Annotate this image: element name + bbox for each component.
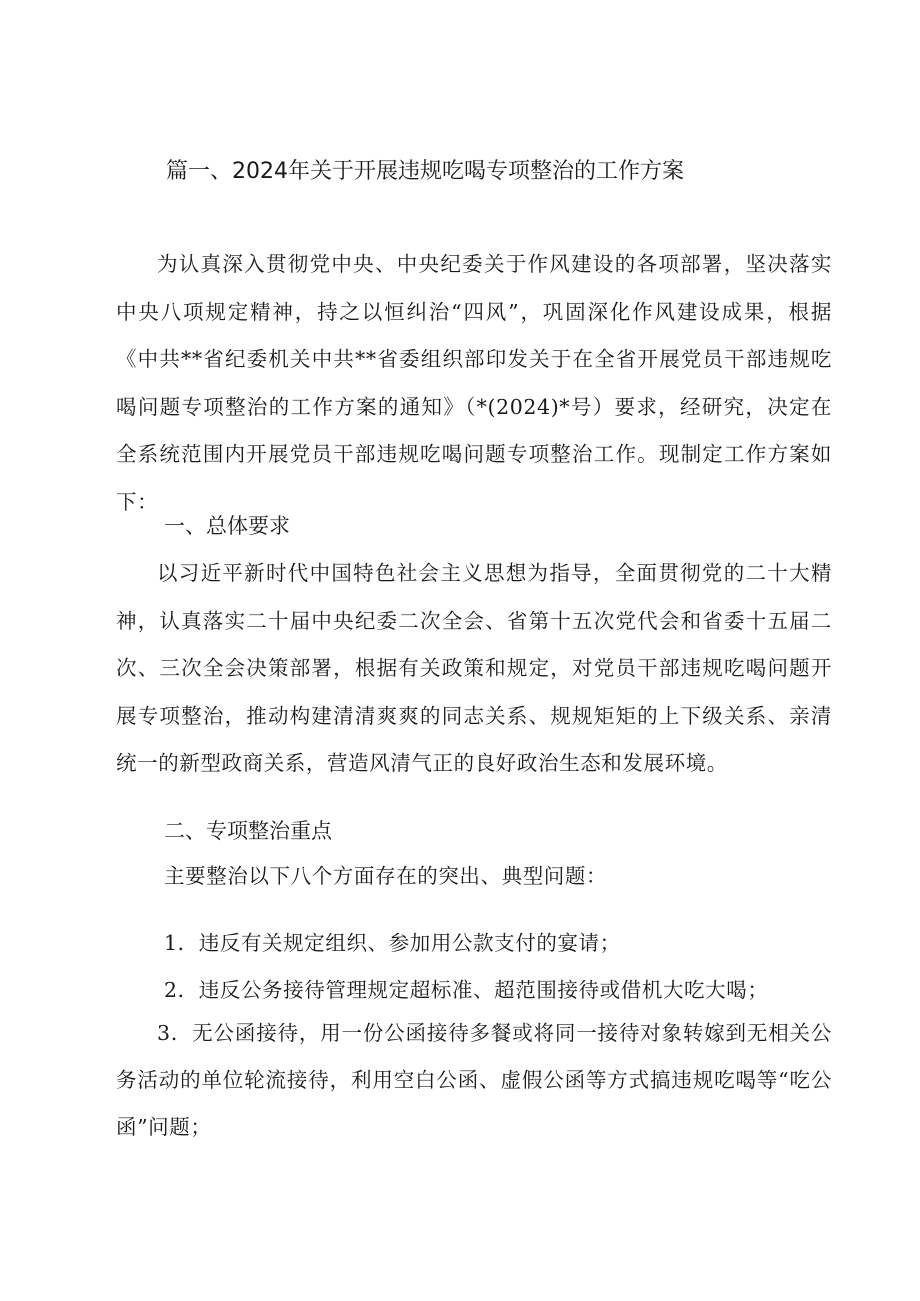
key-focus-lead: 主要整治以下八个方面存在的突出、典型问题： <box>164 864 608 888</box>
list-item: 3．无公函接待，用一份公函接待多餐或将同一接待对象转嫁到无相关公务活动的单位轮流接待，利用空白公函、虚假公函等方式搞违规吃喝等“吃公函”问题； <box>116 1021 832 1139</box>
document-title: 篇一、2024年关于开展违规吃喝专项整治的工作方案 <box>166 159 684 184</box>
intro-paragraph: 为认真深入贯彻党中央、中央纪委关于作风建设的各项部署，坚决落实中央八项规定精神，持之以恒纠治“四风”，巩固深化作风建设成果，根据《中共**省纪委机关中共**省委组织部印发关于在全省开展党员干部违规吃喝问题专项整治的工作方案的通知》（*(2024)*号）要求，经研究，决定在全系统范围内开展党员干部违规吃喝问题专项整治工作。现制定工作方案如下： <box>116 252 832 514</box>
section-heading-key-focus: 二、专项整治重点 <box>164 819 332 843</box>
list-item: 1．违反有关规定组织、参加用公款支付的宴请； <box>164 931 621 955</box>
section-heading-general-requirements: 一、总体要求 <box>164 514 290 538</box>
general-requirements-paragraph: 以习近平新时代中国特色社会主义思想为指导，全面贯彻党的二十大精神，认真落实二十届中央纪委二次全会、省第十五次党代会和省委十五届二次、三次全会决策部署，根据有关政策和规定，对党员干部违规吃喝问题开展专项整治，推动构建清清爽爽的同志关系、规规矩矩的上下级关系、亲清统一的新型政商关系，营造风清气正的良好政治生态和发展环境。 <box>116 561 832 775</box>
list-item: 2．违反公务接待管理规定超标准、超范围接待或借机大吃大喝； <box>164 978 769 1002</box>
